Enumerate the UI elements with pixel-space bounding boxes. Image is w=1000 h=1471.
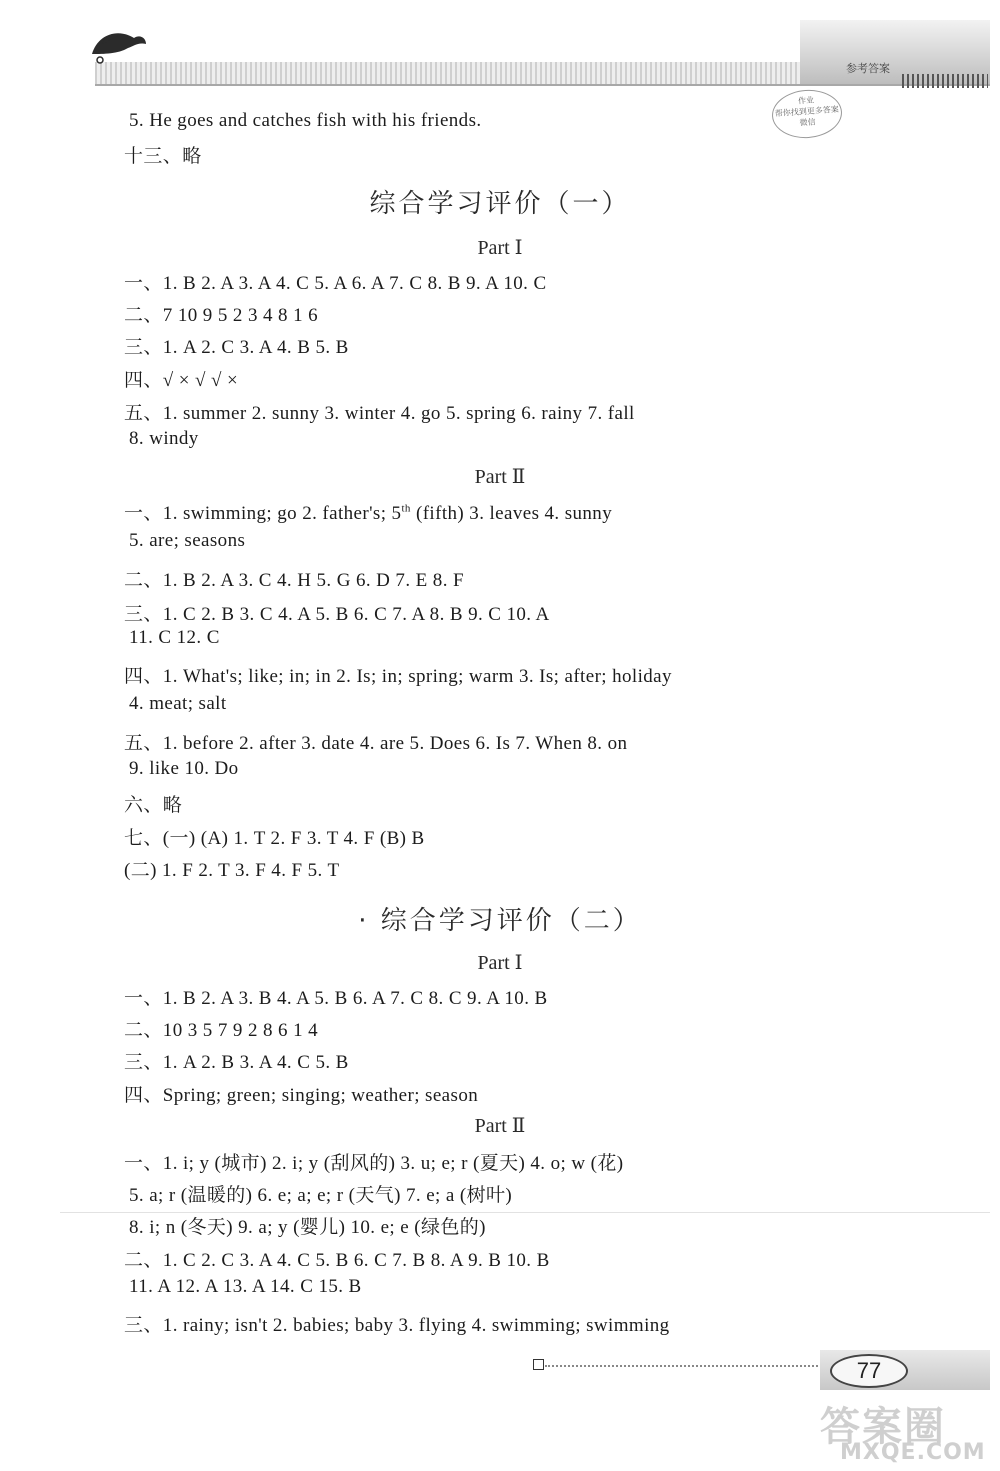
part-label: Part Ⅰ — [477, 237, 523, 259]
answer-line: 4. meat; salt — [129, 693, 227, 714]
answer-line: 一、1. B 2. A 3. B 4. A 5. B 6. A 7. C 8. C 9. A 10. B — [124, 988, 548, 1009]
answer-line: 5. a; r (温暖的) 6. e; a; e; r (天气) 7. e; a (树叶) — [129, 1185, 513, 1206]
watermark-logo: 答案圈 — [820, 1404, 946, 1450]
footer-dotted-rule — [545, 1365, 830, 1367]
header-band — [95, 62, 805, 84]
part-label: Part Ⅱ — [474, 1115, 526, 1137]
answer-line: 8. i; n (冬天) 9. a; y (婴儿) 10. e; e (绿色的) — [129, 1217, 486, 1238]
watermark-url: MXQE.COM — [840, 1440, 986, 1465]
answer-line: 二、1. C 2. C 3. A 4. C 5. B 6. C 7. B 8. A 9. B 10. B — [124, 1250, 550, 1271]
answer-line: 一、1. swimming; go 2. father's; 5th (fifth) 3. leaves 4. sunny — [124, 502, 613, 524]
answer-line: 二、7 10 9 5 2 3 4 8 1 6 — [124, 305, 319, 326]
answer-line: 五、1. summer 2. sunny 3. winter 4. go 5. spring 6. rainy 7. fall — [124, 403, 635, 424]
answer-line: 9. like 10. Do — [129, 758, 239, 779]
answer-line: 5. are; seasons — [129, 530, 246, 551]
answer-line: 十三、略 — [124, 146, 202, 167]
answer-line: 五、1. before 2. after 3. date 4. are 5. Does 6. Is 7. When 8. on — [124, 733, 628, 754]
answer-line: 七、(一) (A) 1. T 2. F 3. T 4. F (B) B — [124, 828, 425, 849]
footer-square-icon — [533, 1359, 544, 1370]
barcode-decoration — [902, 74, 988, 88]
answer-line: 四、1. What's; like; in; in 2. Is; in; spring; warm 3. Is; after; holiday — [124, 666, 672, 687]
answer-line: 二、10 3 5 7 9 2 8 6 1 4 — [124, 1020, 319, 1041]
answer-line: 三、1. C 2. B 3. C 4. A 5. B 6. C 7. A 8. B 9. C 10. A — [124, 604, 550, 625]
answer-line: 三、1. A 2. B 3. A 4. C 5. B — [124, 1052, 349, 1073]
answer-line: 8. windy — [129, 428, 199, 449]
answer-line: 六、略 — [124, 795, 183, 816]
answer-line: 5. He goes and catches fish with his friends. — [129, 110, 482, 131]
answer-line: 11. A 12. A 13. A 14. C 15. B — [129, 1276, 362, 1297]
answer-line: 三、1. rainy; isn't 2. babies; baby 3. flying 4. swimming; swimming — [124, 1315, 670, 1336]
answer-line: 11. C 12. C — [129, 627, 220, 648]
answer-line: 四、√ × √ √ × — [124, 370, 239, 391]
section-title-2: · 综合学习评价（二） — [358, 906, 642, 936]
section-title-1: 综合学习评价（一） — [369, 189, 631, 219]
answer-line: 三、1. A 2. C 3. A 4. B 5. B — [124, 337, 349, 358]
answer-line: 一、1. i; y (城市) 2. i; y (刮风的) 3. u; e; r (夏天) 4. o; w (花) — [124, 1153, 624, 1174]
header-rule — [95, 84, 990, 86]
page-number: 77 — [830, 1354, 908, 1388]
stamp: 作业 帮你找到更多答案 微信 — [770, 88, 843, 141]
part-label: Part Ⅰ — [477, 952, 523, 974]
answer-line: 一、1. B 2. A 3. A 4. C 5. A 6. A 7. C 8. B 9. A 10. C — [124, 273, 547, 294]
dolphin-logo-icon — [88, 24, 150, 68]
part-label: Part Ⅱ — [474, 466, 526, 488]
answer-line: 二、1. B 2. A 3. C 4. H 5. G 6. D 7. E 8. F — [124, 570, 464, 591]
answer-line: 四、Spring; green; singing; weather; season — [124, 1085, 479, 1106]
header-tag: 参考答案 — [846, 63, 890, 75]
answer-line: (二) 1. F 2. T 3. F 4. F 5. T — [124, 860, 340, 881]
